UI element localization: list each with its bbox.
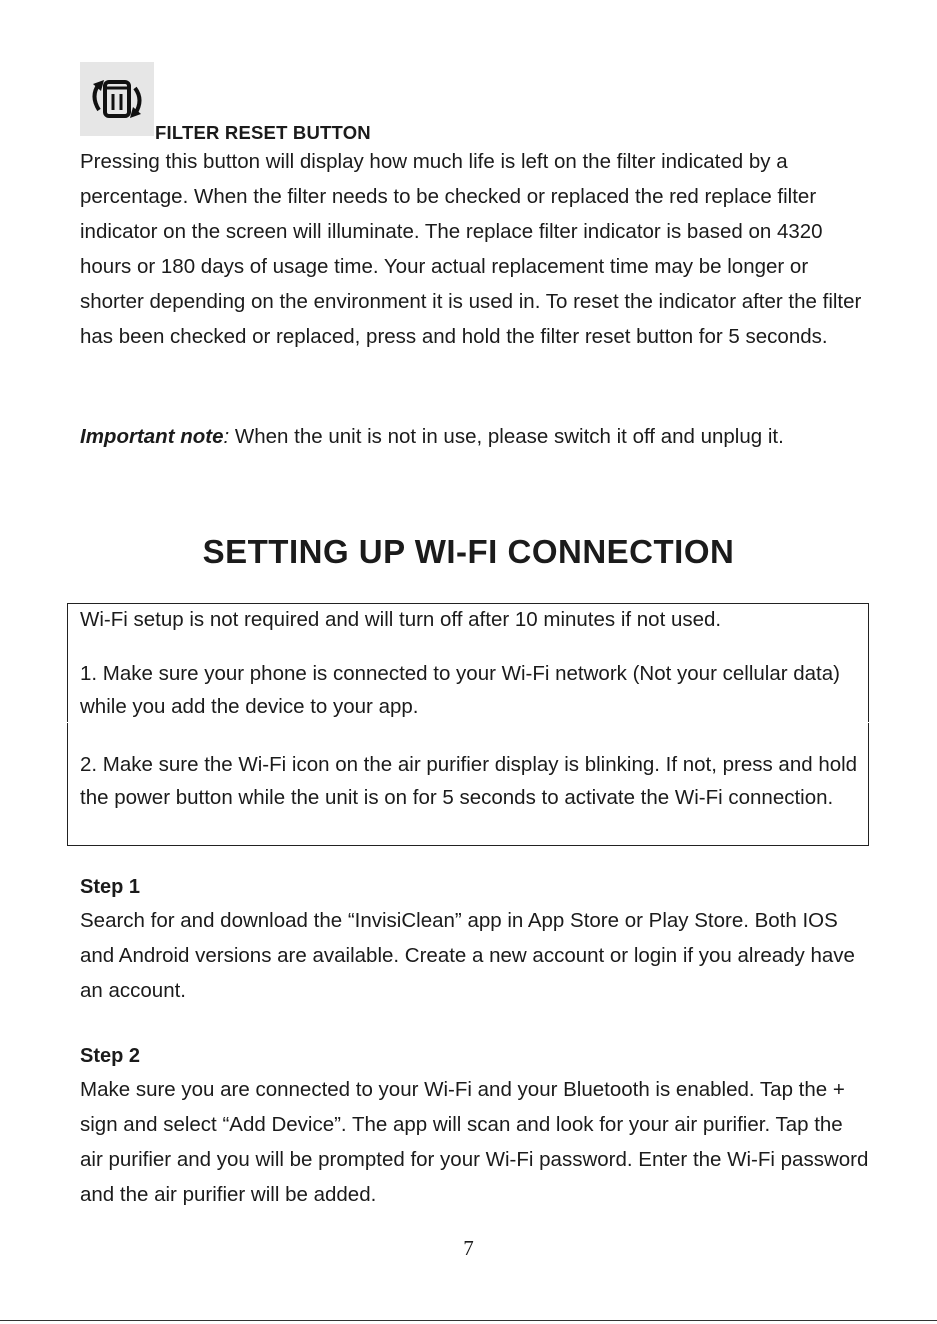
step-1-body: Search for and download the “InvisiClean” app in App Store or Play Store. Both IOS and Android versions are available. Create a new account or login if you already have an account. (80, 909, 855, 1002)
step-2-body: Make sure you are connected to your Wi-Fi and your Bluetooth is enabled. Tap the + sign and select “Add Device”. The app will scan and look for your air purifier. Tap the air purifier and you will be prompted for your Wi-Fi password. Enter the Wi-Fi password and the air purifier will be added. (80, 1078, 869, 1206)
important-note (80, 423, 870, 451)
wifi-box-item-1: 1. Make sure your phone is connected to your Wi-Fi network (Not your cellular data) while you add the device to your app. (80, 662, 840, 718)
wifi-section-heading: SETTING UP WI-FI CONNECTION (202, 533, 735, 570)
filter-reset-icon (80, 62, 154, 136)
wifi-box-item-2: 2. Make sure the Wi-Fi icon on the air purifier display is blinking. If not, press and hold the power button while the unit is on for 5 seconds to activate the Wi-Fi connection. (80, 753, 858, 809)
step-1-label: Step 1 (80, 876, 141, 898)
important-note-label: Important note (80, 425, 224, 448)
filter-reset-title: FILTER RESET BUTTON (155, 122, 371, 143)
bottom-rule (0, 1320, 937, 1321)
page-number: 7 (463, 1236, 474, 1260)
wifi-box-intro: Wi-Fi setup is not required and will turn off after 10 minutes if not used. (80, 608, 722, 631)
important-note-text: When the unit is not in use, please switch it off and unplug it. (229, 425, 784, 448)
important-note-colon: : (223, 425, 230, 448)
filter-reset-description: Pressing this button will display how much life is left on the filter indicated by a percentage. When the filter needs to be checked or replaced the red replace filter indicator on the screen will illuminate. The replace filter indicator is based on 4320 hours or 180 days of usage time. Your actual replacement time may be longer or shorter depending on the environment it is used in. To reset the indicator after the filter has been checked or replaced, press and hold the filter reset button for 5 seconds. (80, 150, 862, 348)
step-2-label: Step 2 (80, 1045, 141, 1067)
